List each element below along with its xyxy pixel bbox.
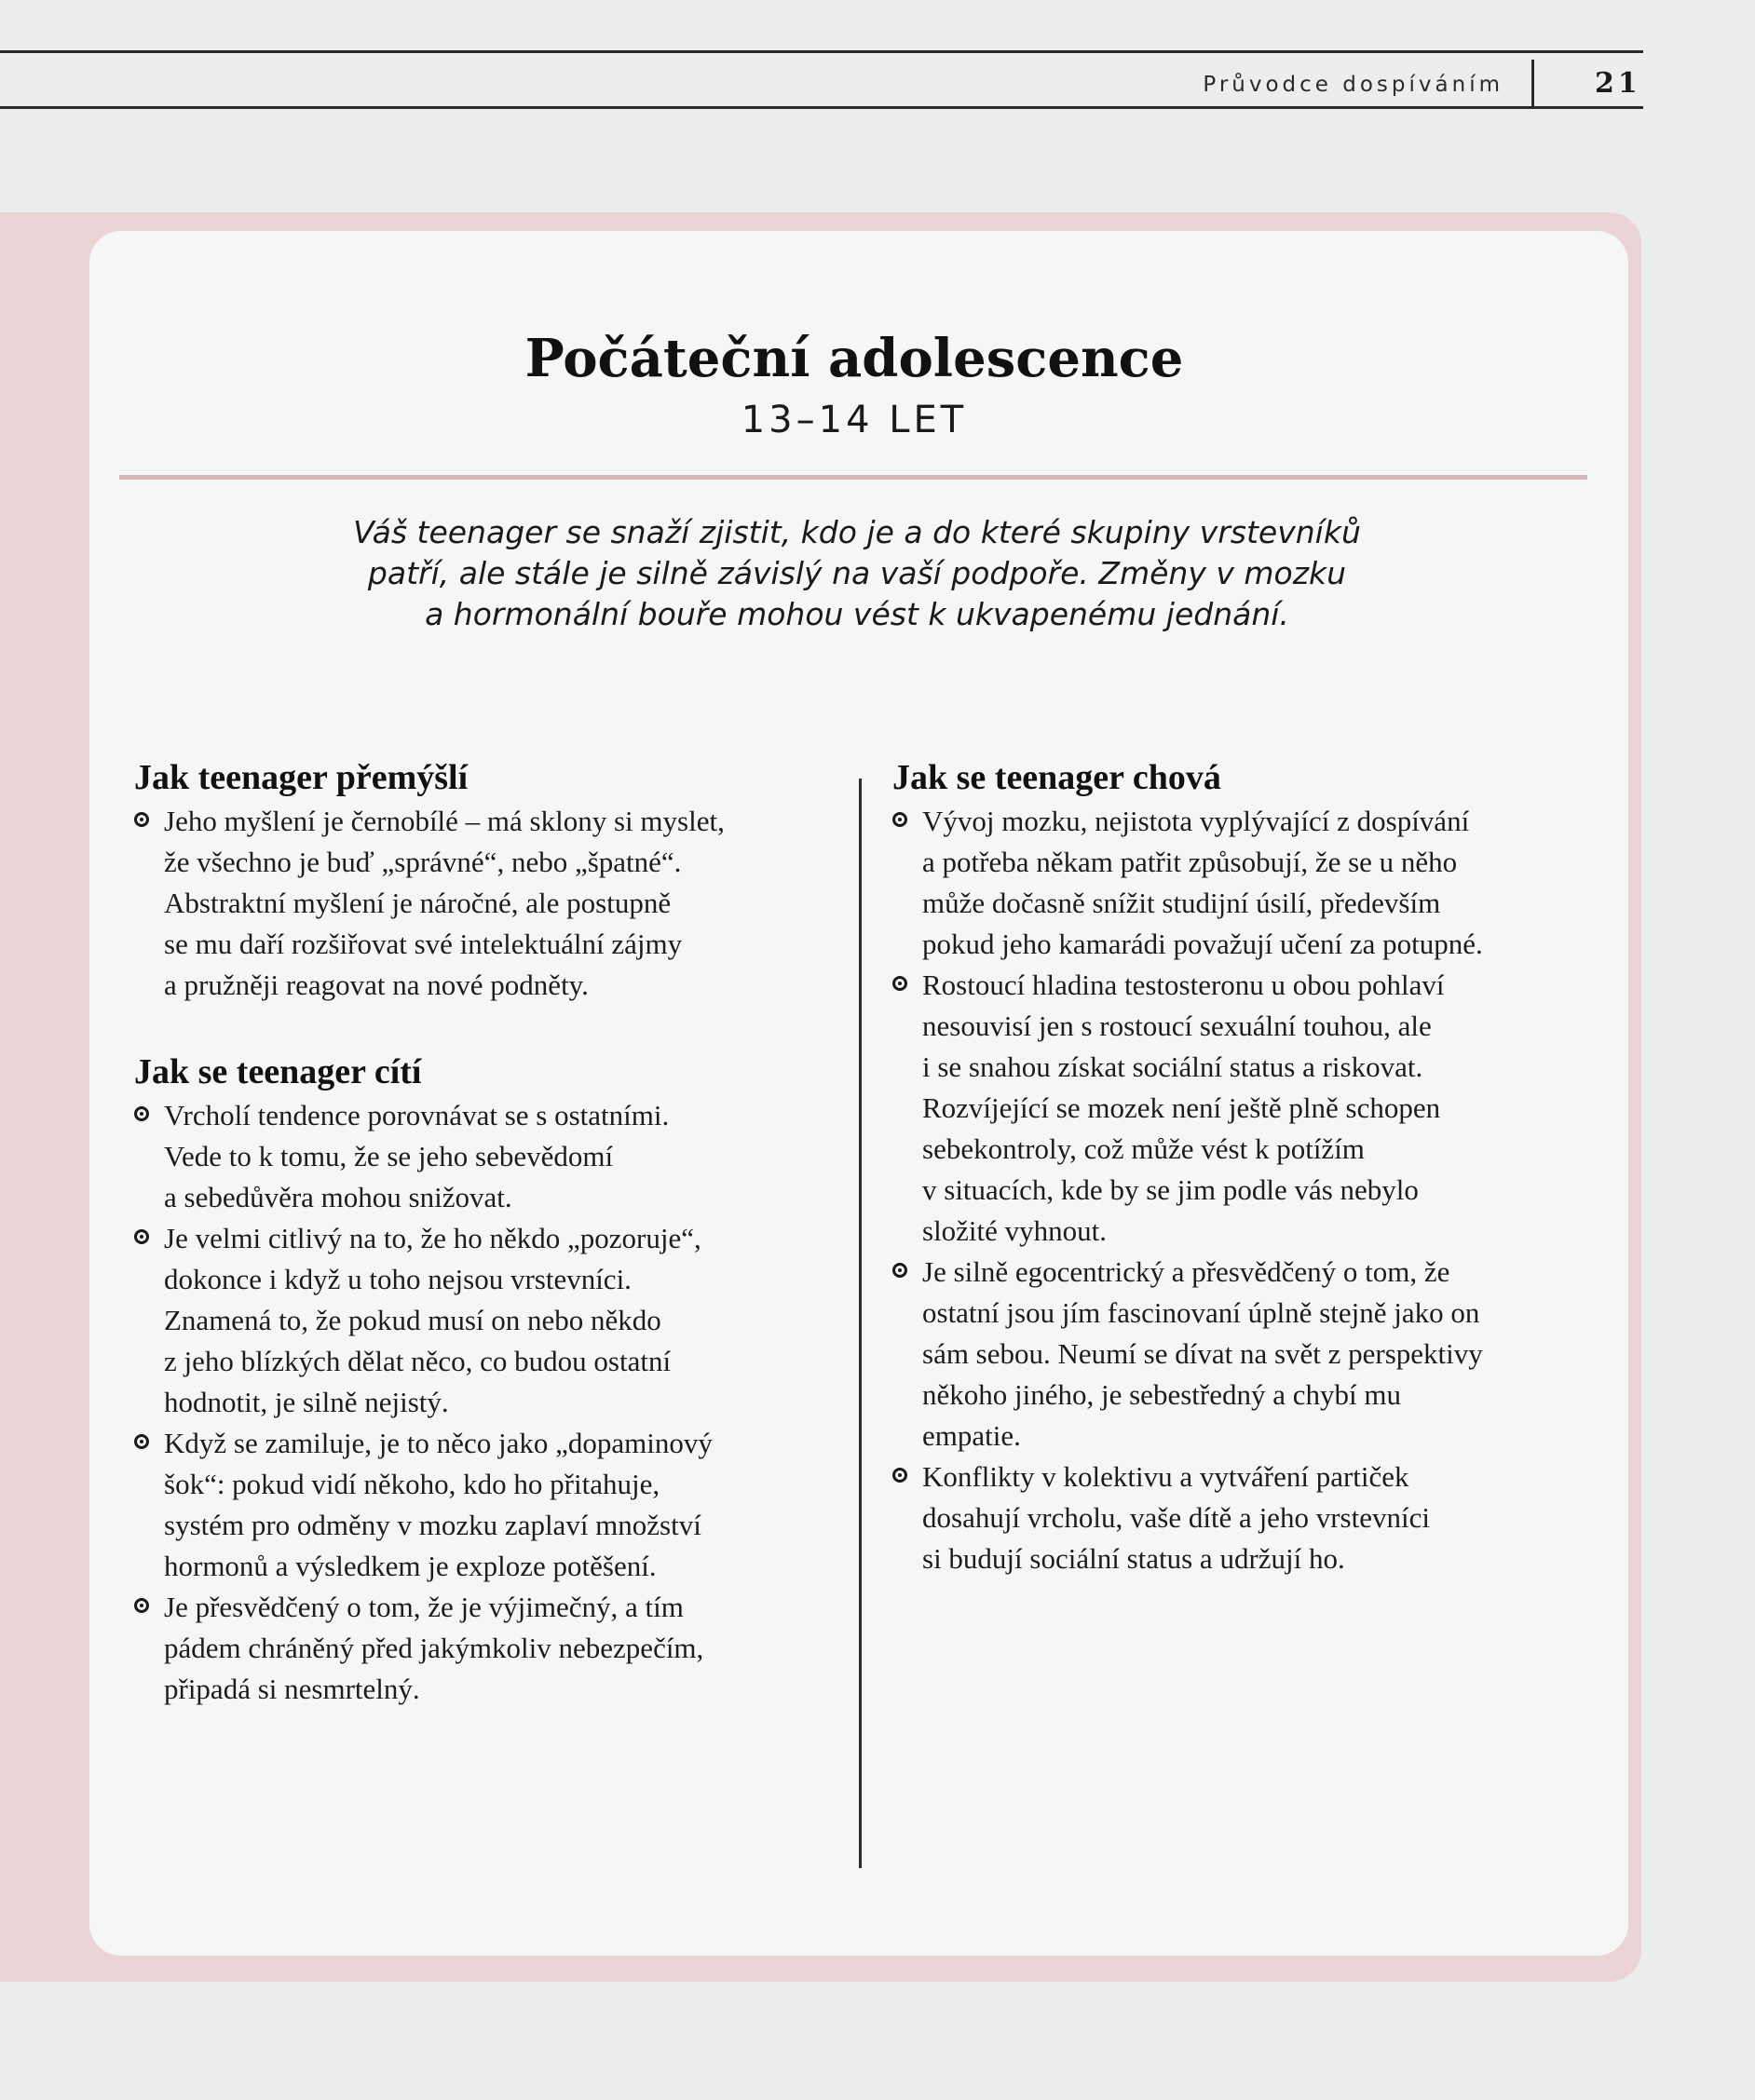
- bullet-line: a potřeba někam patřit způsobují, že se u něho: [922, 846, 1458, 878]
- bullet-line: sebekontroly, což může vést k potížím: [922, 1132, 1365, 1165]
- bullet-icon: [134, 1106, 149, 1121]
- header-rule-top: [0, 50, 1643, 53]
- bullet-line: dosahují vrcholu, vaše dítě a jeho vrstevníci: [922, 1501, 1430, 1534]
- header-rule-bottom: [0, 106, 1643, 109]
- intro-line: patří, ale stále je silně závislý na vaší podpoře. Změny v mozku: [367, 555, 1347, 591]
- bullet-line: Vrcholí tendence porovnávat se s ostatními.: [164, 1099, 670, 1131]
- bullet-item: [134, 1218, 842, 1423]
- bullet-line: i se snahou získat sociální status a riskovat.: [922, 1050, 1423, 1083]
- bullet-icon: [892, 1468, 907, 1483]
- bullet-line: šok“: pokud vidí někoho, kdo ho přitahuje,: [164, 1468, 660, 1500]
- bullet-line: z jeho blízkých dělat něco, co budou ostatní: [164, 1345, 672, 1377]
- bullet-icon: [134, 1229, 149, 1244]
- bullet-line: Vývoj mozku, nejistota vyplývající z dospívání: [922, 805, 1470, 837]
- bullet-icon: [892, 812, 907, 827]
- bullet-line: systém pro odměny v mozku zaplaví množství: [164, 1509, 701, 1541]
- title-rule: [119, 475, 1587, 480]
- bullet-icon: [134, 1434, 149, 1449]
- page-number: 21: [1595, 67, 1641, 100]
- bullet-line: a sebedůvěra mohou snižovat.: [164, 1181, 512, 1213]
- bullet-line: Jeho myšlení je černobílé – má sklony si myslet,: [164, 805, 725, 837]
- right-column: [892, 756, 1591, 1624]
- section-heading: Jak se teenager cítí: [134, 1052, 422, 1091]
- bullet-line: nesouvisí jen s rostoucí sexuální touhou, ale: [922, 1009, 1432, 1042]
- bullet-line: v situacích, kde by se jim podle vás nebylo: [922, 1173, 1419, 1206]
- bullet-item: [892, 1456, 1591, 1579]
- section-heading: Jak se teenager chová: [892, 758, 1221, 797]
- bullet-line: empatie.: [922, 1419, 1021, 1452]
- bullet-line: ostatní jsou jím fascinovaní úplně stejně jako on: [922, 1296, 1480, 1329]
- bullet-line: a pružněji reagovat na nové podněty.: [164, 969, 589, 1001]
- bullet-line: se mu daří rozšiřovat své intelektuální zájmy: [164, 928, 683, 960]
- bullet-line: připadá si nesmrtelný.: [164, 1673, 420, 1705]
- bullet-line: pokud jeho kamarádi považují učení za potupné.: [922, 928, 1483, 960]
- bullet-item: [134, 1423, 842, 1587]
- bullet-item: [892, 1252, 1591, 1456]
- bullet-line: Abstraktní myšlení je náročné, ale postupně: [164, 887, 672, 919]
- age-range-subtitle: 13–14 LET: [741, 399, 968, 441]
- bullet-item: [134, 1095, 842, 1218]
- intro-line: Váš teenager se snaží zjistit, kdo je a do které skupiny vrstevníků: [353, 514, 1361, 550]
- bullet-icon: [134, 1598, 149, 1613]
- bullet-line: někoho jiného, je sebestředný a chybí mu: [922, 1378, 1401, 1411]
- bullet-item: [134, 801, 842, 1006]
- bullet-line: si budují sociální status a udržují ho.: [922, 1542, 1345, 1575]
- bullet-line: hormonů a výsledkem je exploze potěšení.: [164, 1550, 657, 1582]
- section: [892, 756, 1591, 1579]
- bullet-line: sám sebou. Neumí se dívat na svět z perspektivy: [922, 1337, 1483, 1370]
- intro-line: a hormonální bouře mohou vést k ukvapenému jednání.: [425, 596, 1289, 632]
- bullet-item: [892, 965, 1591, 1252]
- bullet-line: může dočasně snížit studijní úsilí, především: [922, 887, 1441, 919]
- running-title: Průvodce dospíváním: [1203, 73, 1503, 97]
- bullet-line: Když se zamiluje, je to něco jako „dopaminový: [164, 1427, 713, 1459]
- bullet-line: složité vyhnout.: [922, 1214, 1108, 1247]
- bullet-line: že všechno je buď „správné“, nebo „špatné“.: [164, 846, 682, 878]
- bullet-line: Rozvíjející se mozek není ještě plně schopen: [922, 1091, 1441, 1124]
- bullet-line: pádem chráněný před jakýmkoliv nebezpečím,: [164, 1632, 704, 1664]
- section: [134, 756, 842, 1006]
- bullet-line: dokonce i když u toho nejsou vrstevníci.: [164, 1263, 632, 1295]
- bullet-line: Je velmi citlivý na to, že ho někdo „pozoruje“,: [164, 1222, 701, 1254]
- bullet-item: [134, 1587, 842, 1710]
- header-divider: [1531, 60, 1534, 108]
- bullet-line: Vede to k tomu, že se jeho sebevědomí: [164, 1140, 614, 1172]
- bullet-icon: [892, 976, 907, 991]
- bullet-line: hodnotit, je silně nejistý.: [164, 1386, 449, 1418]
- section: [134, 1050, 842, 1710]
- bullet-line: Znamená to, že pokud musí on nebo někdo: [164, 1304, 661, 1336]
- bullet-item: [892, 801, 1591, 965]
- section-heading: Jak teenager přemýšlí: [134, 758, 469, 797]
- bullet-line: Je silně egocentrický a přesvědčený o tom, že: [922, 1255, 1450, 1288]
- column-divider: [859, 779, 862, 1868]
- bullet-line: Rostoucí hladina testosteronu u obou pohlaví: [922, 969, 1445, 1001]
- bullet-line: Konflikty v kolektivu a vytváření partiček: [922, 1460, 1409, 1493]
- bullet-icon: [134, 812, 149, 827]
- intro-paragraph: [279, 512, 1435, 635]
- bullet-line: Je přesvědčený o tom, že je výjimečný, a tím: [164, 1591, 684, 1623]
- bullet-icon: [892, 1263, 907, 1278]
- page-title: Počáteční adolescence: [524, 328, 1184, 389]
- left-column: [134, 756, 842, 1755]
